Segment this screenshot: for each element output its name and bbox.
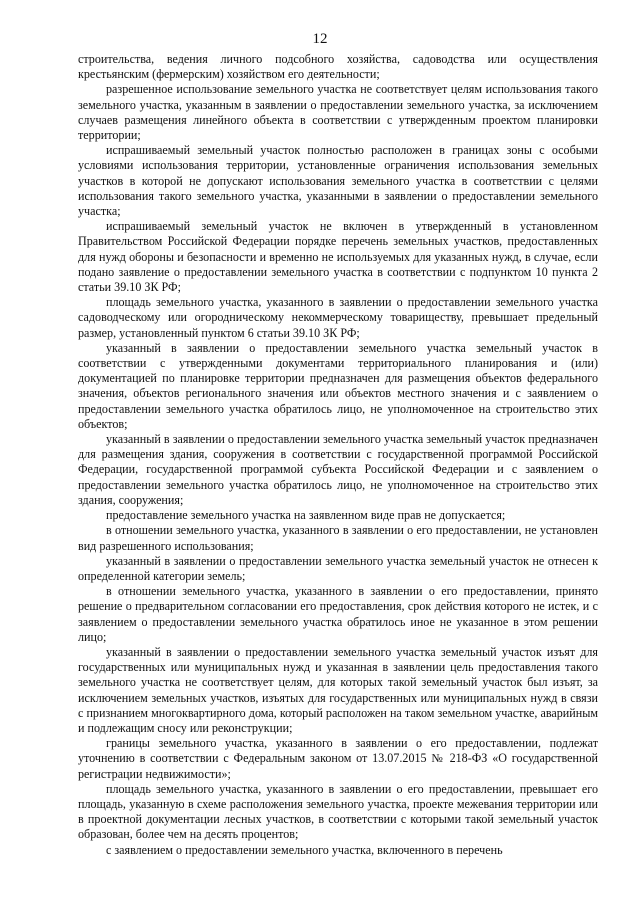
paragraph-3: испрашиваемый земельный участок полностью расположен в границах зоны с особыми условиями использования территории, установленные ограничения использования земельных участков в которой не допускают использования земельного участка в соответствии с целями использования такого земельного участка, указанными в заявлении о предоставлении земельного участка; [78, 143, 598, 219]
paragraph-14: площадь земельного участка, указанного в заявлении о его предоставлении, превышает его площадь, указанную в схеме расположения земельного участка, проекте межевания территории или в проектной документации лесных участков, в соответствии с которыми такой земельный участок образован, более чем на десять процентов; [78, 781, 598, 842]
paragraph-1: строительства, ведения личного подсобного хозяйства, садоводства или осуществления крестьянским (фермерским) хозяйством его деятельности; [78, 52, 598, 82]
paragraph-2: разрешенное использование земельного участка не соответствует целям использования такого земельного участка, указанным в заявлении о предоставлении земельного участка, за исключением случаев размещения линейного объекта в соответствии с утвержденным проектом планировки территории; [78, 82, 598, 143]
paragraph-12: указанный в заявлении о предоставлении земельного участка земельный участок изъят для государственных или муниципальных нужд и указанная в заявлении цель предоставления такого земельного участка не соответствует целям, для которых такой земельный участок был изъят, за исключением земельных участков, изъятых для государственных или муниципальных нужд в связи с признанием многоквартирного дома, который расположен на таком земельном участке, аварийным и подлежащим сносу или реконструкции; [78, 644, 598, 735]
paragraph-8: предоставление земельного участка на заявленном виде прав не допускается; [106, 508, 506, 523]
paragraph-10: указанный в заявлении о предоставлении земельного участка земельный участок не отнесен к определенной категории земель; [78, 553, 598, 583]
page-number: 12 [312, 31, 328, 47]
paragraph-15: с заявлением о предоставлении земельного участка, включенного в перечень [106, 842, 503, 857]
document-body [78, 52, 598, 858]
paragraph-6: указанный в заявлении о предоставлении земельного участка земельный участок в соответствии с утвержденными документами территориального планирования и (или) документацией по планировке территории предназначен для размещения объектов федерального значения, объектов регионального значения или объектов местного значения и с заявлением о предоставлении земельного участка обратилось лицо, не уполномоченное на строительство этих объектов; [78, 340, 598, 431]
paragraph-11: в отношении земельного участка, указанного в заявлении о его предоставлении, принято решение о предварительном согласовании его предоставления, срок действия которого не истек, и с заявлением о предоставлении земельного участка обратилось иное не указанное в этом решении лицо; [78, 584, 598, 644]
paragraph-13: границы земельного участка, указанного в заявлении о его предоставлении, подлежат уточнению в соответствии с Федеральным законом от 13.07.2015 № 218-ФЗ «О государственной регистрации недвижимости»; [78, 736, 598, 781]
paragraph-7: указанный в заявлении о предоставлении земельного участка земельный участок предназначен для размещения здания, сооружения в соответствии с государственной программой Российской Федерации, государственной программой субъекта Российской Федерации и с заявлением о предоставлении земельного участка обратилось лицо, не уполномоченное на строительство этих здания, сооружения; [78, 432, 598, 507]
paragraph-4: испрашиваемый земельный участок не включен в утвержденный в установленном Правительством Российской Федерации порядке перечень земельных участков, предоставленных для нужд обороны и безопасности и временно не используемых для указанных нужд, в случае, если подано заявление о предоставлении земельного участка в соответствии с подпунктом 10 пункта 2 статьи 39.10 ЗК РФ; [78, 219, 598, 295]
paragraph-5: площадь земельного участка, указанного в заявлении о предоставлении земельного участка садоводческому или огородническому некоммерческому товариществу, превышает предельный размер, установленный пунктом 6 статьи 39.10 ЗК РФ; [78, 295, 598, 340]
paragraph-9: в отношении земельного участка, указанного в заявлении о его предоставлении, не установлен вид разрешенного использования; [78, 523, 598, 553]
